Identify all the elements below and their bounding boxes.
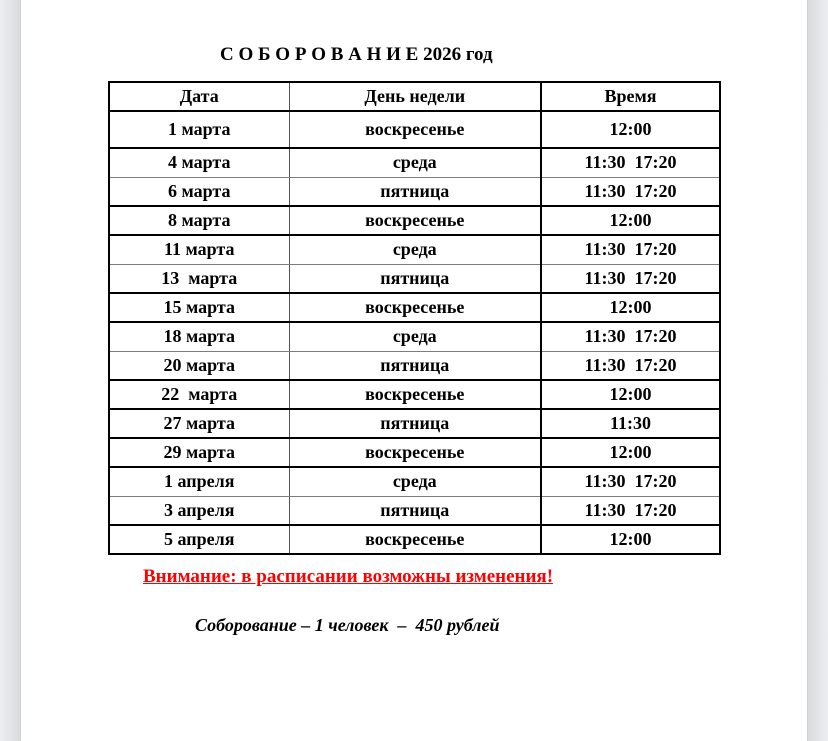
table-row — [109, 177, 720, 206]
weekday-cell: воскресенье — [289, 525, 541, 554]
notice-text: Внимание: в расписании возможны изменения! — [143, 566, 554, 587]
weekday-cell: воскресенье — [289, 293, 541, 322]
table-row — [109, 438, 720, 467]
date-cell: 22 марта — [109, 380, 289, 409]
date-cell: 1 апреля — [109, 467, 289, 496]
date-cell: 11 марта — [109, 235, 289, 264]
date-cell: 6 марта — [109, 177, 289, 206]
header-row — [109, 82, 720, 111]
time-cell: 11:30 17:20 — [541, 148, 720, 177]
schedule-body — [109, 111, 720, 554]
time-cell: 12:00 — [541, 380, 720, 409]
table-row — [109, 293, 720, 322]
weekday-cell: пятница — [289, 409, 541, 438]
time-cell: 11:30 17:20 — [541, 235, 720, 264]
date-cell: 18 марта — [109, 322, 289, 351]
weekday-cell: воскресенье — [289, 111, 541, 148]
table-row — [109, 206, 720, 235]
weekday-cell: воскресенье — [289, 438, 541, 467]
date-cell: 15 марта — [109, 293, 289, 322]
weekday-cell: пятница — [289, 496, 541, 525]
schedule-header — [109, 82, 720, 111]
weekday-cell: пятница — [289, 177, 541, 206]
time-cell: 11:30 17:20 — [541, 496, 720, 525]
time-cell: 11:30 17:20 — [541, 351, 720, 380]
table-row — [109, 235, 720, 264]
table-row — [109, 409, 720, 438]
header-date: Дата — [109, 82, 289, 111]
page-edge-left — [0, 0, 21, 741]
date-cell: 20 марта — [109, 351, 289, 380]
weekday-cell: пятница — [289, 264, 541, 293]
table-row — [109, 111, 720, 148]
weekday-cell: среда — [289, 235, 541, 264]
date-cell: 8 марта — [109, 206, 289, 235]
table-row — [109, 351, 720, 380]
table-row — [109, 148, 720, 177]
time-cell: 12:00 — [541, 293, 720, 322]
document-page — [21, 0, 807, 741]
table-row — [109, 322, 720, 351]
weekday-cell: пятница — [289, 351, 541, 380]
time-cell: 11:30 17:20 — [541, 467, 720, 496]
table-row — [109, 496, 720, 525]
time-cell: 11:30 17:20 — [541, 322, 720, 351]
time-cell: 12:00 — [541, 206, 720, 235]
time-cell: 12:00 — [541, 438, 720, 467]
header-weekday: День недели — [289, 82, 541, 111]
date-cell: 3 апреля — [109, 496, 289, 525]
weekday-cell: воскресенье — [289, 206, 541, 235]
weekday-cell: среда — [289, 467, 541, 496]
schedule-table — [108, 81, 721, 555]
table-row — [109, 467, 720, 496]
header-time: Время — [541, 82, 720, 111]
price-line: Соборование – 1 человек – 450 рублей — [195, 615, 500, 635]
table-row — [109, 380, 720, 409]
date-cell: 27 марта — [109, 409, 289, 438]
date-cell: 1 марта — [109, 111, 289, 148]
date-cell: 29 марта — [109, 438, 289, 467]
time-cell: 12:00 — [541, 525, 720, 554]
weekday-cell: среда — [289, 322, 541, 351]
time-cell: 12:00 — [541, 111, 720, 148]
date-cell: 5 апреля — [109, 525, 289, 554]
time-cell: 11:30 — [541, 409, 720, 438]
date-cell: 13 марта — [109, 264, 289, 293]
date-cell: 4 марта — [109, 148, 289, 177]
table-row — [109, 264, 720, 293]
weekday-cell: среда — [289, 148, 541, 177]
page-edge-right — [807, 0, 828, 741]
time-cell: 11:30 17:20 — [541, 264, 720, 293]
time-cell: 11:30 17:20 — [541, 177, 720, 206]
table-row — [109, 525, 720, 554]
page-title: С О Б О Р О В А Н И Е 2026 год — [220, 44, 493, 65]
weekday-cell: воскресенье — [289, 380, 541, 409]
